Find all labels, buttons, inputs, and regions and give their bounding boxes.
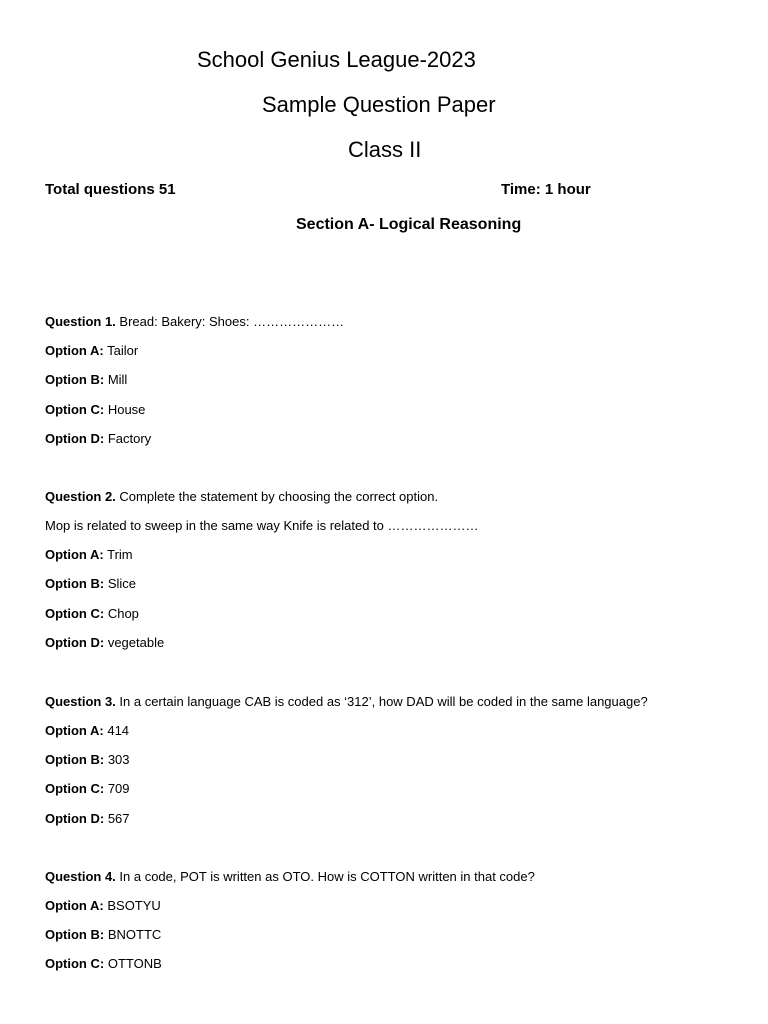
question-label: Question 4. — [45, 869, 116, 884]
option-d — [45, 635, 164, 650]
total-questions: Total questions 51 — [45, 181, 176, 198]
option-label: Option A: — [45, 343, 104, 358]
option-text: OTTONB — [104, 956, 162, 971]
option-text: 567 — [104, 811, 130, 826]
option-a — [45, 898, 161, 913]
option-text: Chop — [104, 606, 139, 621]
option-label: Option D: — [45, 431, 105, 446]
section-heading: Section A- Logical Reasoning — [296, 216, 522, 233]
option-label: Option C: — [45, 781, 105, 796]
paper-title: School Genius League-2023 — [197, 47, 476, 72]
question-text: In a code, POT is written as OTO. How is COTTON written in that code? — [115, 869, 535, 884]
question-label: Question 1. — [45, 314, 116, 329]
question-text: Complete the statement by choosing the correct option. — [115, 489, 439, 504]
option-a — [45, 723, 129, 738]
option-d — [45, 811, 130, 826]
option-label: Option C: — [45, 606, 105, 621]
option-text: Factory — [104, 431, 152, 446]
option-a — [45, 547, 133, 562]
option-label: Option D: — [45, 811, 105, 826]
option-label: Option A: — [45, 547, 104, 562]
question-4 — [45, 869, 535, 884]
option-label: Option A: — [45, 723, 104, 738]
paper-subtitle: Sample Question Paper — [262, 92, 496, 117]
time-limit: Time: 1 hour — [501, 181, 591, 198]
option-text: Mill — [104, 372, 128, 387]
option-b — [45, 576, 136, 591]
option-b — [45, 372, 127, 387]
question-1 — [45, 314, 344, 329]
option-a — [45, 343, 138, 358]
question-text: In a certain language CAB is coded as ‘312’, how DAD will be coded in the same language? — [115, 694, 648, 709]
question-text: Bread: Bakery: Shoes: ………………… — [115, 314, 345, 329]
option-c — [45, 781, 130, 796]
option-d — [45, 431, 151, 446]
option-label: Option B: — [45, 576, 105, 591]
option-text: Tailor — [103, 343, 139, 358]
class-label: Class II — [348, 137, 422, 162]
option-c — [45, 606, 139, 621]
option-text: 414 — [103, 723, 130, 738]
option-text: Trim — [103, 547, 133, 562]
option-text: House — [104, 402, 146, 417]
option-b — [45, 752, 130, 767]
option-label: Option D: — [45, 635, 105, 650]
option-label: Option B: — [45, 372, 105, 387]
question-label: Question 2. — [45, 489, 116, 504]
option-text: BSOTYU — [103, 898, 161, 913]
question-2 — [45, 489, 438, 504]
option-c — [45, 402, 145, 417]
option-label: Option B: — [45, 752, 105, 767]
option-text: 709 — [104, 781, 130, 796]
option-text: Slice — [104, 576, 137, 591]
question-2-statement: Mop is related to sweep in the same way Knife is related to ………………… — [45, 518, 479, 533]
option-text: BNOTTC — [104, 927, 162, 942]
option-label: Option A: — [45, 898, 104, 913]
option-c — [45, 956, 162, 971]
question-3 — [45, 694, 648, 709]
option-text: 303 — [104, 752, 130, 767]
option-b — [45, 927, 161, 942]
option-label: Option C: — [45, 956, 105, 971]
question-label: Question 3. — [45, 694, 116, 709]
option-label: Option C: — [45, 402, 105, 417]
option-label: Option B: — [45, 927, 105, 942]
option-text: vegetable — [104, 635, 165, 650]
